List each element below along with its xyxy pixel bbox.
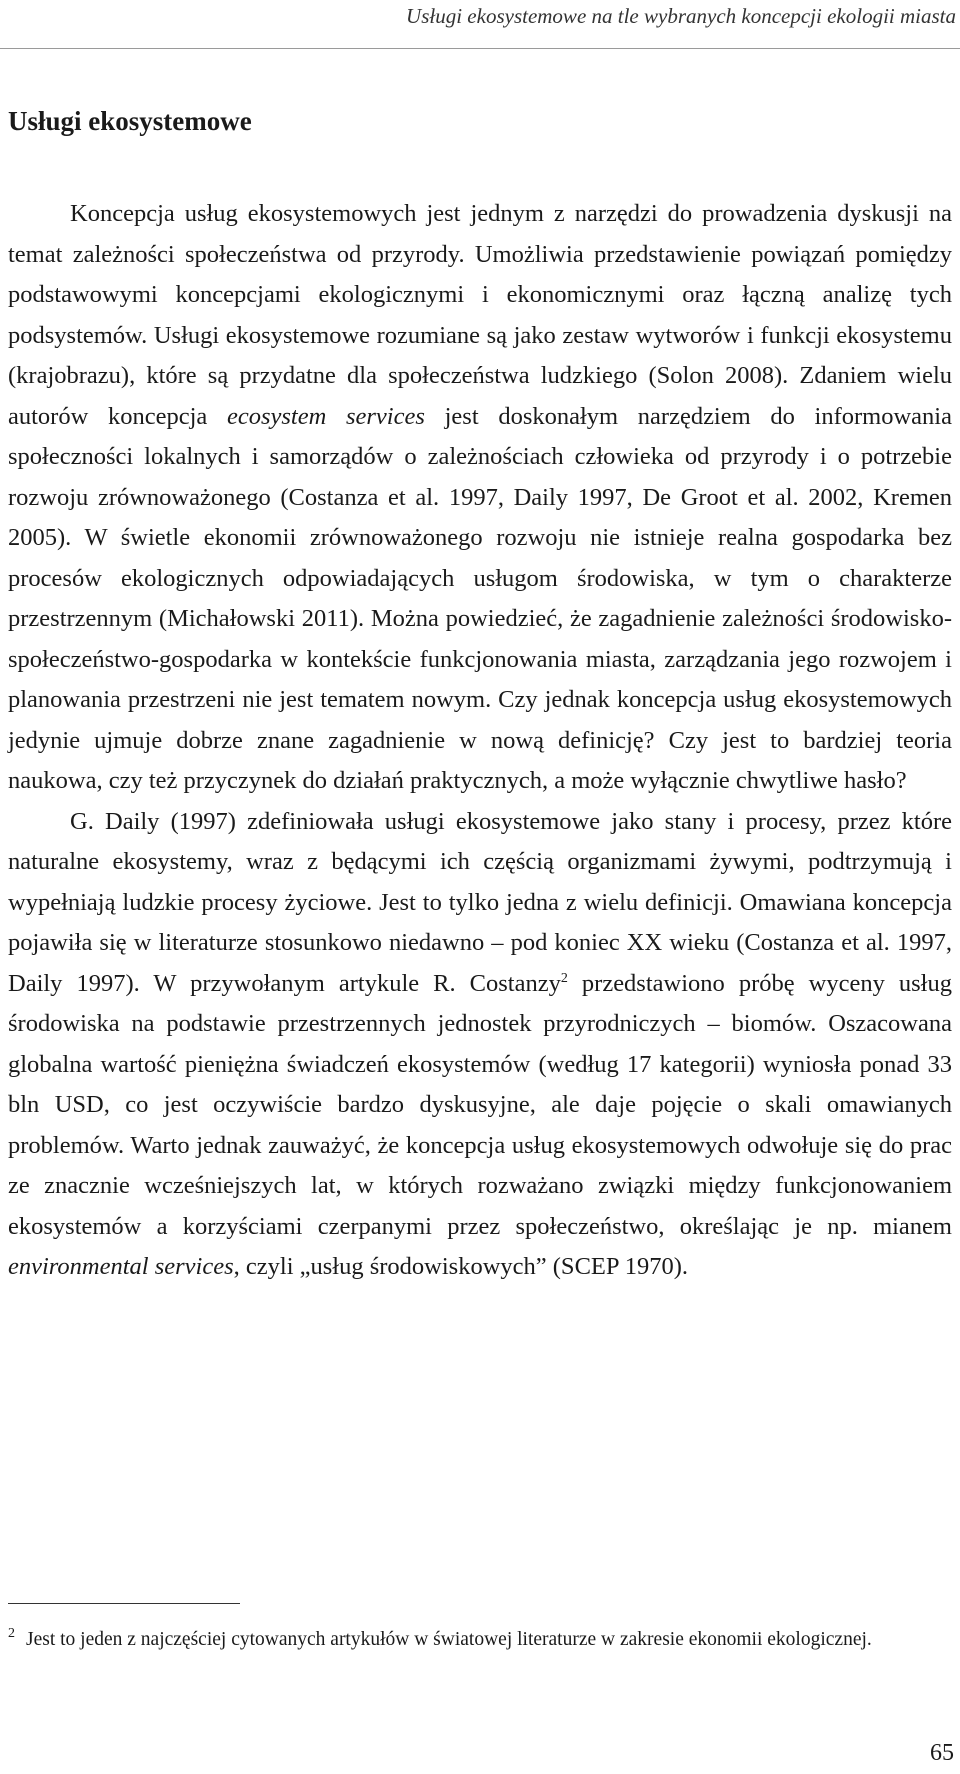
- paragraph-1-text-a: Koncepcja usług ekosystemowych jest jednym z narzędzi do prowadzenia dyskusji na temat zależności społeczeństwa od przyrody. Umożliwia przedstawienie powiązań pomiędzy podstawowymi koncepcjami ekologicznymi i ekonomicznymi oraz łączną analizę tych podsystemów. Usługi ekosystemowe rozumiane są jako zestaw wytworów i funkcji ekosystemu (krajobrazu), które są przydatne dla społeczeństwa ludzkiego (Solon 2008). Zdaniem wielu autorów koncepcja: [8, 200, 952, 430]
- footnote-mark: 2: [8, 1626, 15, 1641]
- body-text: [8, 194, 952, 1288]
- paragraph-2: [8, 802, 952, 1288]
- paragraph-2-text-b: przedstawiono próbę wyceny usług środowiska na podstawie przestrzennych jednostek przyrodniczych – biomów. Oszacowana globalna wartość pieniężna świadczeń ekosystemów (według 17 kategorii) wyniosła ponad 33 bln USD, co jest oczywiście bardzo dyskusyjne, ale daje pojęcie o skali omawianych problemów. Warto jednak zauważyć, że koncepcja usług ekosystemowych odwołuje się do prac ze znacznie wcześniejszych lat, w których rozważano związki między funkcjonowaniem ekosystemów a korzyściami czerpanymi przez społeczeństwo, określając je np. mianem: [8, 969, 952, 1240]
- paragraph-2-text-a: G. Daily (1997) zdefiniowała usługi ekosystemowe jako stany i procesy, przez które naturalne ekosystemy, wraz z będącymi ich częścią organizmami żywymi, podtrzymują i wypełniają ludzkie procesy życiowe. Jest to tylko jedna z wielu definicji. Omawiana koncepcja pojawiła się w literaturze stosunkowo niedawno – pod koniec XX wieku (Costanza et al. 1997, Daily 1997). W przywołanym artykule R. Costanzy: [8, 807, 952, 997]
- paragraph-1: [8, 194, 952, 802]
- page-number: 65: [930, 1740, 954, 1766]
- paragraph-2-text-c: , czyli „usług środowiskowych” (SCEP 1970).: [233, 1253, 688, 1280]
- footnote-reference: 2: [560, 970, 568, 986]
- section-title: Usługi ekosystemowe: [8, 106, 252, 136]
- footnote-text: Jest to jeden z najczęściej cytowanych artykułów w światowej literaturze w zakresie ekonomii ekologicznej.: [26, 1629, 872, 1650]
- paragraph-1-italic-term: ecosystem services: [226, 402, 425, 430]
- footnote-rule: [8, 1603, 240, 1604]
- paragraph-2-italic-term: environmental services: [8, 1253, 234, 1280]
- paragraph-1-text-b: jest doskonałym narzędziem do informowania społeczności lokalnych i samorządów o zależnościach człowieka od przyrody i o potrzebie rozwoju zrównoważonego (Costanza et al. 1997, Daily 1997, De Groot et al. 2002, Kremen 2005). W świetle ekonomii zrównoważonego rozwoju nie istnieje realna gospodarka bez procesów ekologicznych odpowiadających usługom środowiska, w tym o charakterze przestrzennym (Michałowski 2011). Można powiedzieć, że zagadnienie zależności środowisko-społeczeństwo-gospodarka w kontekście funkcjonowania miasta, zarządzania jego rozwojem i planowania przestrzeni nie jest tematem nowym. Czy jednak koncepcja usług ekosystemowych jedynie ujmuje dobrze znane zagadnienie w nową definicję? Czy jest to bardziej teoria naukowa, czy też przyczynek do działań praktycznych, a może wyłącznie chwytliwe hasło?: [8, 402, 952, 794]
- footnote: [8, 1624, 952, 1655]
- running-head: [0, 0, 960, 49]
- running-head-text: Usługi ekosystemowe na tle wybranych koncepcji ekologii miasta: [406, 4, 956, 28]
